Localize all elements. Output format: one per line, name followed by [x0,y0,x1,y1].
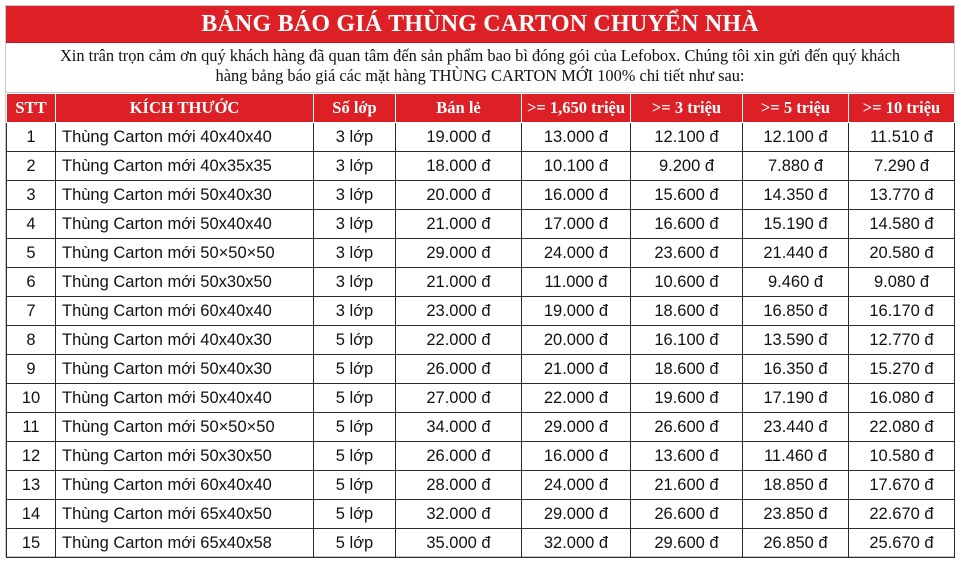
cell-tier-1650: 16.000 đ [522,442,631,471]
cell-stt: 14 [7,500,56,529]
cell-stt: 10 [7,384,56,413]
table-row [7,123,955,152]
cell-layers: 5 lớp [314,471,396,500]
cell-tier-3m: 21.600 đ [631,471,743,500]
cell-tier-3m: 26.600 đ [631,413,743,442]
cell-size: Thùng Carton mới 50x40x40 [56,384,314,413]
cell-stt: 6 [7,268,56,297]
cell-tier-10m: 13.770 đ [849,181,955,210]
cell-tier-1650: 29.000 đ [522,500,631,529]
cell-tier-5m: 12.100 đ [743,123,849,152]
cell-size: Thùng Carton mới 40x40x40 [56,123,314,152]
table-row [7,239,955,268]
header-tier-1650: >= 1,650 triệu [522,94,631,123]
cell-stt: 5 [7,239,56,268]
cell-layers: 3 lớp [314,297,396,326]
cell-tier-3m: 15.600 đ [631,181,743,210]
cell-tier-3m: 29.600 đ [631,529,743,558]
cell-layers: 5 lớp [314,384,396,413]
cell-tier-1650: 22.000 đ [522,384,631,413]
table-row [7,355,955,384]
cell-size: Thùng Carton mới 50x30x50 [56,268,314,297]
cell-tier-5m: 15.190 đ [743,210,849,239]
cell-size: Thùng Carton mới 50x40x40 [56,210,314,239]
cell-tier-3m: 19.600 đ [631,384,743,413]
cell-tier-10m: 16.080 đ [849,384,955,413]
cell-size: Thùng Carton mới 60x40x40 [56,297,314,326]
cell-tier-1650: 19.000 đ [522,297,631,326]
cell-layers: 5 lớp [314,529,396,558]
table-body [7,123,955,558]
cell-tier-5m: 13.590 đ [743,326,849,355]
cell-size: Thùng Carton mới 50x30x50 [56,442,314,471]
cell-tier-1650: 32.000 đ [522,529,631,558]
cell-size: Thùng Carton mới 65x40x58 [56,529,314,558]
cell-retail: 21.000 đ [396,210,522,239]
cell-tier-3m: 23.600 đ [631,239,743,268]
cell-tier-10m: 20.580 đ [849,239,955,268]
cell-size: Thùng Carton mới 65x40x50 [56,500,314,529]
price-table [6,93,955,558]
cell-tier-3m: 26.600 đ [631,500,743,529]
cell-retail: 26.000 đ [396,355,522,384]
cell-layers: 3 lớp [314,210,396,239]
cell-tier-3m: 18.600 đ [631,355,743,384]
cell-tier-5m: 11.460 đ [743,442,849,471]
cell-tier-5m: 14.350 đ [743,181,849,210]
header-tier-5m: >= 5 triệu [743,94,849,123]
cell-tier-3m: 10.600 đ [631,268,743,297]
cell-tier-5m: 17.190 đ [743,384,849,413]
cell-tier-1650: 11.000 đ [522,268,631,297]
cell-retail: 26.000 đ [396,442,522,471]
page-title: BẢNG BÁO GIÁ THÙNG CARTON CHUYỂN NHÀ [6,6,954,43]
cell-layers: 5 lớp [314,355,396,384]
cell-retail: 27.000 đ [396,384,522,413]
cell-stt: 7 [7,297,56,326]
cell-tier-10m: 7.290 đ [849,152,955,181]
cell-tier-5m: 21.440 đ [743,239,849,268]
table-row [7,181,955,210]
cell-tier-1650: 29.000 đ [522,413,631,442]
cell-size: Thùng Carton mới 40x40x30 [56,326,314,355]
header-layers: Số lớp [314,94,396,123]
table-row [7,500,955,529]
cell-tier-3m: 16.600 đ [631,210,743,239]
cell-retail: 29.000 đ [396,239,522,268]
cell-size: Thùng Carton mới 50×50×50 [56,413,314,442]
cell-stt: 2 [7,152,56,181]
table-row [7,326,955,355]
cell-tier-3m: 13.600 đ [631,442,743,471]
price-sheet [5,5,955,557]
cell-size: Thùng Carton mới 50x40x30 [56,181,314,210]
cell-layers: 3 lớp [314,181,396,210]
cell-stt: 9 [7,355,56,384]
cell-tier-5m: 16.350 đ [743,355,849,384]
cell-tier-10m: 17.670 đ [849,471,955,500]
cell-stt: 15 [7,529,56,558]
table-row [7,297,955,326]
table-row [7,529,955,558]
cell-retail: 35.000 đ [396,529,522,558]
cell-tier-1650: 20.000 đ [522,326,631,355]
cell-retail: 32.000 đ [396,500,522,529]
intro-text [6,43,954,93]
intro-line-1: Xin trân trọn cảm ơn quý khách hàng đã quan tâm đến sản phẩm bao bì đóng gói của Lefobox. Chúng tôi xin gửi đến quý khách [59,46,901,65]
cell-tier-10m: 12.770 đ [849,326,955,355]
cell-layers: 3 lớp [314,268,396,297]
header-stt: STT [7,94,56,123]
cell-tier-10m: 22.670 đ [849,500,955,529]
table-row [7,210,955,239]
cell-tier-10m: 15.270 đ [849,355,955,384]
cell-tier-3m: 12.100 đ [631,123,743,152]
cell-retail: 18.000 đ [396,152,522,181]
cell-layers: 3 lớp [314,152,396,181]
cell-tier-5m: 23.850 đ [743,500,849,529]
cell-tier-5m: 26.850 đ [743,529,849,558]
table-row [7,152,955,181]
cell-stt: 4 [7,210,56,239]
cell-tier-3m: 18.600 đ [631,297,743,326]
cell-tier-1650: 13.000 đ [522,123,631,152]
cell-tier-5m: 23.440 đ [743,413,849,442]
header-retail: Bán lẻ [396,94,522,123]
cell-stt: 1 [7,123,56,152]
cell-tier-1650: 21.000 đ [522,355,631,384]
cell-tier-10m: 9.080 đ [849,268,955,297]
cell-tier-1650: 24.000 đ [522,239,631,268]
cell-tier-1650: 10.100 đ [522,152,631,181]
cell-size: Thùng Carton mới 50×50×50 [56,239,314,268]
cell-stt: 13 [7,471,56,500]
cell-layers: 5 lớp [314,326,396,355]
cell-tier-1650: 24.000 đ [522,471,631,500]
cell-tier-10m: 25.670 đ [849,529,955,558]
cell-layers: 5 lớp [314,413,396,442]
header-size: KÍCH THƯỚC [56,94,314,123]
cell-retail: 34.000 đ [396,413,522,442]
cell-tier-10m: 22.080 đ [849,413,955,442]
cell-tier-10m: 11.510 đ [849,123,955,152]
table-row [7,442,955,471]
cell-retail: 28.000 đ [396,471,522,500]
cell-tier-10m: 16.170 đ [849,297,955,326]
cell-tier-10m: 10.580 đ [849,442,955,471]
intro-line-2: hàng bảng báo giá các mặt hàng THÙNG CARTON MỚI 100% chi tiết như sau: [215,66,745,85]
cell-layers: 3 lớp [314,123,396,152]
cell-tier-1650: 17.000 đ [522,210,631,239]
cell-tier-5m: 18.850 đ [743,471,849,500]
header-tier-3m: >= 3 triệu [631,94,743,123]
cell-size: Thùng Carton mới 40x35x35 [56,152,314,181]
cell-layers: 5 lớp [314,442,396,471]
table-header-row [7,94,955,123]
cell-stt: 11 [7,413,56,442]
header-tier-10m: >= 10 triệu [849,94,955,123]
table-row [7,384,955,413]
cell-tier-10m: 14.580 đ [849,210,955,239]
cell-retail: 20.000 đ [396,181,522,210]
cell-stt: 12 [7,442,56,471]
cell-tier-5m: 9.460 đ [743,268,849,297]
table-row [7,471,955,500]
cell-layers: 5 lớp [314,500,396,529]
cell-stt: 8 [7,326,56,355]
table-row [7,268,955,297]
cell-retail: 23.000 đ [396,297,522,326]
cell-tier-3m: 9.200 đ [631,152,743,181]
cell-retail: 19.000 đ [396,123,522,152]
cell-tier-5m: 7.880 đ [743,152,849,181]
cell-tier-3m: 16.100 đ [631,326,743,355]
cell-tier-5m: 16.850 đ [743,297,849,326]
cell-tier-1650: 16.000 đ [522,181,631,210]
cell-retail: 21.000 đ [396,268,522,297]
table-row [7,413,955,442]
cell-retail: 22.000 đ [396,326,522,355]
cell-size: Thùng Carton mới 60x40x40 [56,471,314,500]
cell-stt: 3 [7,181,56,210]
cell-layers: 3 lớp [314,239,396,268]
cell-size: Thùng Carton mới 50x40x30 [56,355,314,384]
